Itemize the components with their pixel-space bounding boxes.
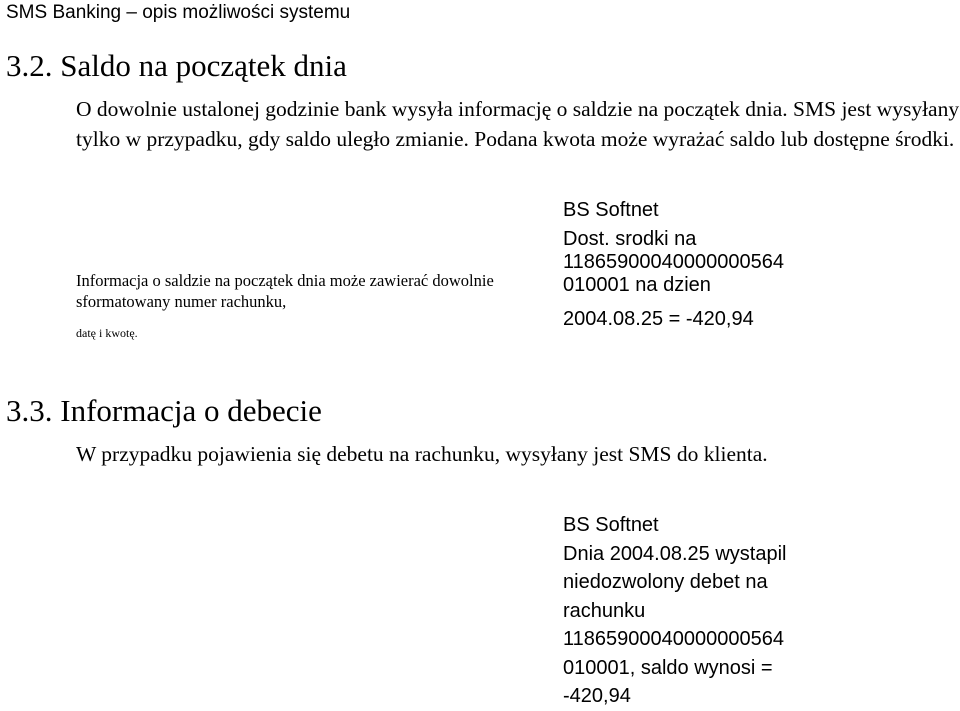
sms-line: 010001 na dzien bbox=[563, 274, 711, 296]
sms-line: 11865900040000000564 bbox=[563, 251, 784, 273]
sms-line: niedozwolony debet na bbox=[563, 571, 768, 593]
sms-line: 010001, saldo wynosi = bbox=[563, 656, 773, 679]
section-body-saldo: O dowolnie ustalonej godzinie bank wysyła informację o saldzie na początek dnia. SMS jest wysyłany tylko w przypadku, gdy saldo uległo zmianie. Podana kwota może wyrażać saldo lub dostępne środki. bbox=[76, 97, 960, 151]
section-heading-debet: 3.3. Informacja o debecie bbox=[6, 393, 322, 428]
sms-line: Dnia 2004.08.25 wystapil bbox=[563, 542, 787, 565]
sms-line: 11865900040000000564 bbox=[563, 628, 784, 650]
saldo-note-small: datę i kwotę. bbox=[76, 326, 138, 340]
sms-line: Dost. srodki na bbox=[563, 228, 697, 250]
saldo-note-main: Informacja o saldzie na początek dnia może zawierać dowolnie sformatowany numer rachunku, bbox=[76, 271, 494, 311]
sms-line: rachunku bbox=[563, 599, 646, 622]
section-body-debet: W przypadku pojawienia się debetu na rachunku, wysyłany jest SMS do klienta. bbox=[76, 442, 768, 466]
sms-line: -420,94 bbox=[563, 685, 631, 707]
sms-example-sender: BS Softnet bbox=[563, 199, 659, 221]
section-heading-saldo: 3.2. Saldo na początek dnia bbox=[6, 48, 347, 83]
document-header-title: SMS Banking – opis możliwości systemu bbox=[6, 2, 351, 23]
sms-debet-example bbox=[563, 511, 786, 711]
saldo-note bbox=[76, 270, 506, 340]
sms-example-body bbox=[563, 228, 784, 297]
sms-example-date-value: 2004.08.25 = -420,94 bbox=[563, 308, 754, 330]
sms-debet-sender: BS Softnet bbox=[563, 514, 659, 536]
